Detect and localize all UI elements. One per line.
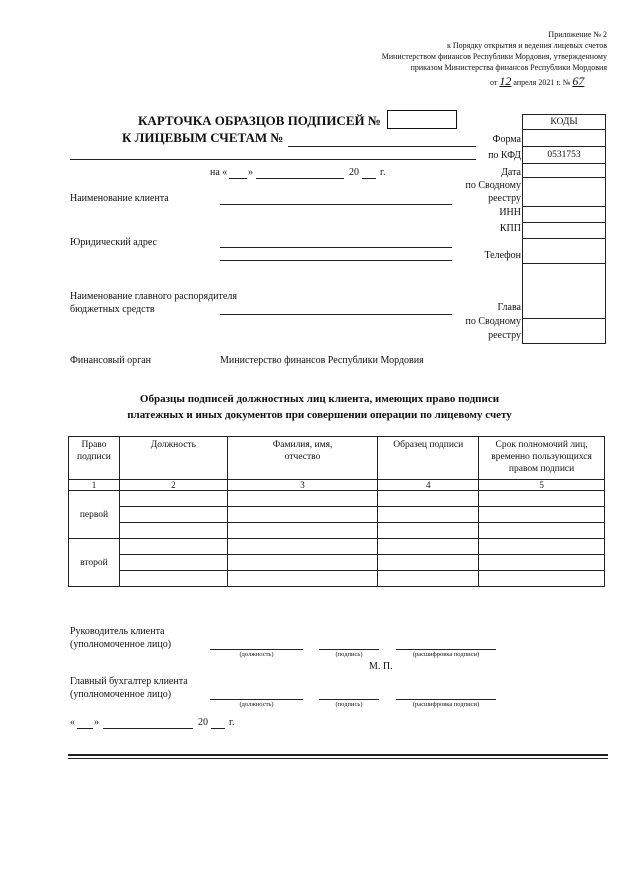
bottom-date-year-suffix: г.: [229, 717, 235, 728]
header-right-to-sign: [69, 437, 120, 480]
legal-address-line-1: [220, 247, 452, 248]
appendix-line-1: Приложение № 2: [548, 30, 607, 39]
table-cell: [479, 507, 605, 523]
fin-organ-label: Финансовый орган: [70, 355, 152, 366]
header-full-name-2: отчество: [284, 452, 321, 462]
phone-label: Телефон: [484, 250, 521, 261]
col-number-4: 4: [378, 480, 479, 491]
glava-label-2: по Сводному: [465, 316, 521, 327]
appendix-date-line: [490, 74, 584, 89]
date-code-label: Дата: [501, 167, 521, 178]
title-line-1: КАРТОЧКА ОБРАЗЦОВ ПОДПИСЕЙ №: [138, 113, 381, 128]
header-term: [479, 437, 605, 480]
date-close: »: [248, 167, 253, 178]
codes-table: [522, 114, 606, 344]
date-month-line: [256, 178, 344, 179]
title-line-2: К ЛИЦЕВЫМ СЧЕТАМ №: [122, 130, 284, 145]
client-name-line: [220, 204, 452, 205]
date-year-prefix: 20: [349, 167, 359, 178]
table-cell: [378, 523, 479, 539]
codes-cell-svod-2: [523, 319, 606, 344]
form-label-2: по КФД: [488, 150, 521, 161]
head-signature-line: [319, 649, 379, 650]
section-title-line-2: платежных и иных документов при совершении операции по лицевому счету: [127, 409, 512, 421]
accountant-label-2: (уполномоченное лицо): [70, 689, 172, 700]
accountant-decoding-line: [396, 699, 496, 700]
bottom-date-year-line: [211, 728, 225, 729]
table-cell: [119, 539, 227, 555]
table-cell: [378, 555, 479, 571]
table-cell: [227, 539, 378, 555]
header-right-to-sign-1: Право: [81, 440, 107, 450]
bottom-rule-thick: [68, 754, 608, 756]
head-position-caption: (должность): [239, 651, 274, 658]
date-open: на «: [210, 167, 228, 178]
codes-cell-glava: [523, 264, 606, 319]
header-full-name-1: Фамилия, имя,: [272, 440, 333, 450]
bottom-date-day-line: [77, 728, 93, 729]
table-cell: [227, 555, 378, 571]
header-right-to-sign-2: подписи: [77, 452, 111, 462]
table-cell: [227, 507, 378, 523]
table-cell: [479, 523, 605, 539]
header-signature-sample-text: Образец подписи: [393, 440, 464, 450]
row-label-second: второй: [69, 539, 120, 587]
table-cell: [119, 571, 227, 587]
table-cell: [378, 571, 479, 587]
title-underline: [70, 159, 476, 160]
header-full-name: [227, 437, 378, 480]
col-number-5: 5: [479, 480, 605, 491]
col-number-1: 1: [69, 480, 120, 491]
table-cell: [479, 539, 605, 555]
table-cell: [378, 507, 479, 523]
col-number-2: 2: [119, 480, 227, 491]
section-title-line-1: Образцы подписей должностных лиц клиента, имеющих право подписи: [139, 393, 500, 405]
accountant-position-line: [210, 699, 303, 700]
head-decoding-caption: (расшифровка подписи): [412, 651, 480, 658]
accountant-label-1: Главный бухгалтер клиента: [70, 676, 188, 687]
header-signature-sample: [378, 437, 479, 480]
bottom-rule-thin: [68, 758, 608, 759]
bottom-date-year: 20: [198, 717, 208, 728]
appendix-date-prefix: от: [490, 78, 498, 87]
main-manager-line: [220, 314, 452, 315]
account-number-line: [288, 146, 476, 147]
main-manager-label-2: бюджетных средств: [70, 304, 155, 315]
card-number-box: [387, 110, 457, 129]
accountant-position-caption: (должность): [239, 701, 274, 708]
stamp-place: М. П.: [369, 661, 393, 672]
table-cell: [479, 491, 605, 507]
fin-organ-value: Министерство финансов Республики Мордовия: [220, 355, 424, 366]
bottom-date-open: «: [70, 717, 75, 728]
glava-label-1: Глава: [497, 302, 521, 313]
bottom-date-month-line: [103, 728, 193, 729]
signature-samples-table: [68, 436, 605, 587]
header-term-3: правом подписи: [508, 464, 575, 474]
accountant-signature-line: [319, 699, 379, 700]
head-signature-caption: (подпись): [335, 651, 363, 658]
inn-label: ИНН: [499, 207, 521, 218]
head-position-line: [210, 649, 303, 650]
table-cell: [227, 491, 378, 507]
head-label-1: Руководитель клиента: [70, 626, 165, 637]
codes-cell-kpp: [523, 223, 606, 239]
accountant-signature-caption: (подпись): [335, 701, 363, 708]
head-decoding-line: [396, 649, 496, 650]
codes-cell-date: [523, 164, 606, 178]
codes-cell-form-code: 0531753: [523, 147, 606, 164]
svod-label-2: реестру: [488, 193, 521, 204]
table-cell: [227, 523, 378, 539]
table-cell: [479, 571, 605, 587]
accountant-decoding-caption: (расшифровка подписи): [412, 701, 480, 708]
main-manager-label-1: Наименование главного распорядителя: [70, 291, 237, 302]
codes-cell-svod: [523, 178, 606, 207]
appendix-line-2: к Порядку открытия и ведения лицевых счетов: [446, 41, 607, 50]
svod-label-1: по Сводному: [465, 180, 521, 191]
header-term-1: Срок полномочий лиц,: [495, 440, 588, 450]
codes-cell-phone: [523, 239, 606, 264]
legal-address-line-2: [220, 260, 452, 261]
col-number-3: 3: [227, 480, 378, 491]
table-cell: [378, 539, 479, 555]
header-term-2: временно пользующихся: [491, 452, 592, 462]
codes-header: КОДЫ: [523, 115, 606, 130]
table-cell: [119, 555, 227, 571]
kpp-label: КПП: [499, 223, 521, 234]
client-name-label: Наименование клиента: [70, 193, 169, 204]
head-label-2: (уполномоченное лицо): [70, 639, 172, 650]
table-cell: [119, 491, 227, 507]
bottom-date-close: »: [94, 717, 99, 728]
header-position-text: Должность: [150, 440, 196, 450]
legal-address-label: Юридический адрес: [70, 237, 157, 248]
table-cell: [119, 523, 227, 539]
appendix-day-handwritten: 12: [499, 74, 512, 88]
date-year-suffix: г.: [380, 167, 386, 178]
appendix-number-handwritten: 67: [572, 74, 585, 88]
table-cell: [479, 555, 605, 571]
appendix-month-year: апреля 2021 г. №: [513, 78, 571, 87]
glava-label-3: реестру: [488, 330, 521, 341]
form-label-1: Форма: [492, 134, 521, 145]
table-cell: [119, 507, 227, 523]
appendix-line-3: Министерством финансов Республики Мордовия, утвержденному: [381, 52, 607, 61]
table-cell: [378, 491, 479, 507]
appendix-line-4: приказом Министерства финансов Республики Мордовия: [410, 63, 607, 72]
codes-cell-inn: [523, 207, 606, 223]
header-position: [119, 437, 227, 480]
row-label-first: первой: [69, 491, 120, 539]
table-cell: [227, 571, 378, 587]
codes-cell-form-top: [523, 130, 606, 147]
date-day-line: [229, 178, 247, 179]
date-year-line: [362, 178, 376, 179]
